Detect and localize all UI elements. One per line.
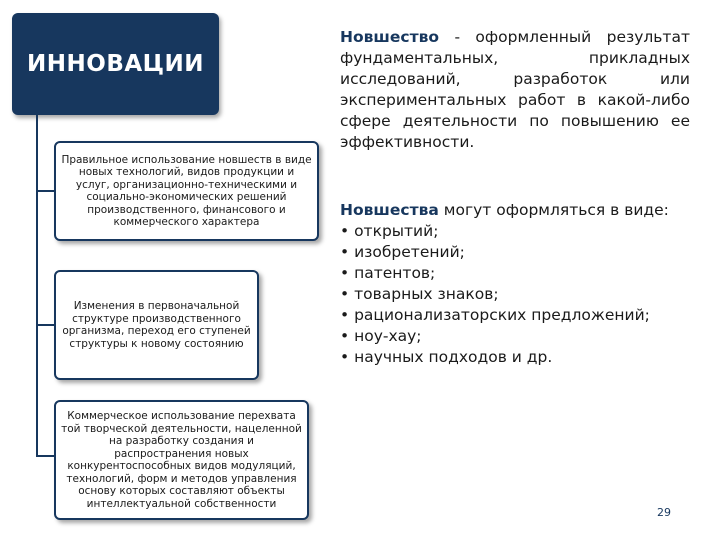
- innovations-title: ИННОВАЦИИ: [27, 51, 204, 77]
- novelty-forms-term: Новшества: [340, 201, 439, 219]
- novelty-forms-list: [340, 221, 690, 368]
- list-item: • научных подходов и др.: [340, 347, 690, 368]
- box-text: Коммерческое использование перехвата той творческой деятельности, нацеленной на разработку создания и распространения новых конкурентоспособных видов модуляций, технологий, форм и методов управления основу которых составляют объекты интеллектуальной собственности: [61, 410, 302, 510]
- innovations-title-box: [12, 13, 219, 115]
- novelty-forms-lead: могут оформляться в виде:: [438, 201, 669, 219]
- innovation-definition-box-3: [54, 400, 309, 520]
- list-item: • патентов;: [340, 263, 690, 284]
- tree-connector-3: [36, 455, 54, 457]
- list-item: • открытий;: [340, 221, 690, 242]
- novelty-forms: [340, 200, 690, 368]
- list-item: • изобретений;: [340, 242, 690, 263]
- tree-connector-1: [36, 190, 54, 192]
- list-item: • рационализаторских предложений;: [340, 305, 690, 326]
- list-item: • ноу-хау;: [340, 326, 690, 347]
- novelty-term: Новшество: [340, 28, 440, 46]
- list-item: • товарных знаков;: [340, 284, 690, 305]
- box-text: Правильное использование новшеств в виде новых технологий, видов продукции и услуг, организационно-техническими и социально-экономических решений производственного, финансового и коммерческого характера: [61, 153, 312, 228]
- tree-connector-2: [36, 324, 54, 326]
- novelty-definition: [340, 27, 690, 153]
- innovation-definition-box-2: [54, 270, 259, 380]
- page-number: 29: [657, 506, 671, 519]
- novelty-forms-heading: [340, 200, 690, 221]
- tree-connector-vertical: [36, 115, 38, 456]
- novelty-definition-text: - оформленный результат фундаментальных, прикладных исследований, разработок или экспериментальных работ в какой-либо сфере деятельности по повышению ее эффективности.: [340, 28, 690, 151]
- box-text: Изменения в первоначальной структуре производственного организма, переход его ступеней структуры к новому состоянию: [62, 300, 251, 350]
- innovation-definition-box-1: [54, 141, 319, 241]
